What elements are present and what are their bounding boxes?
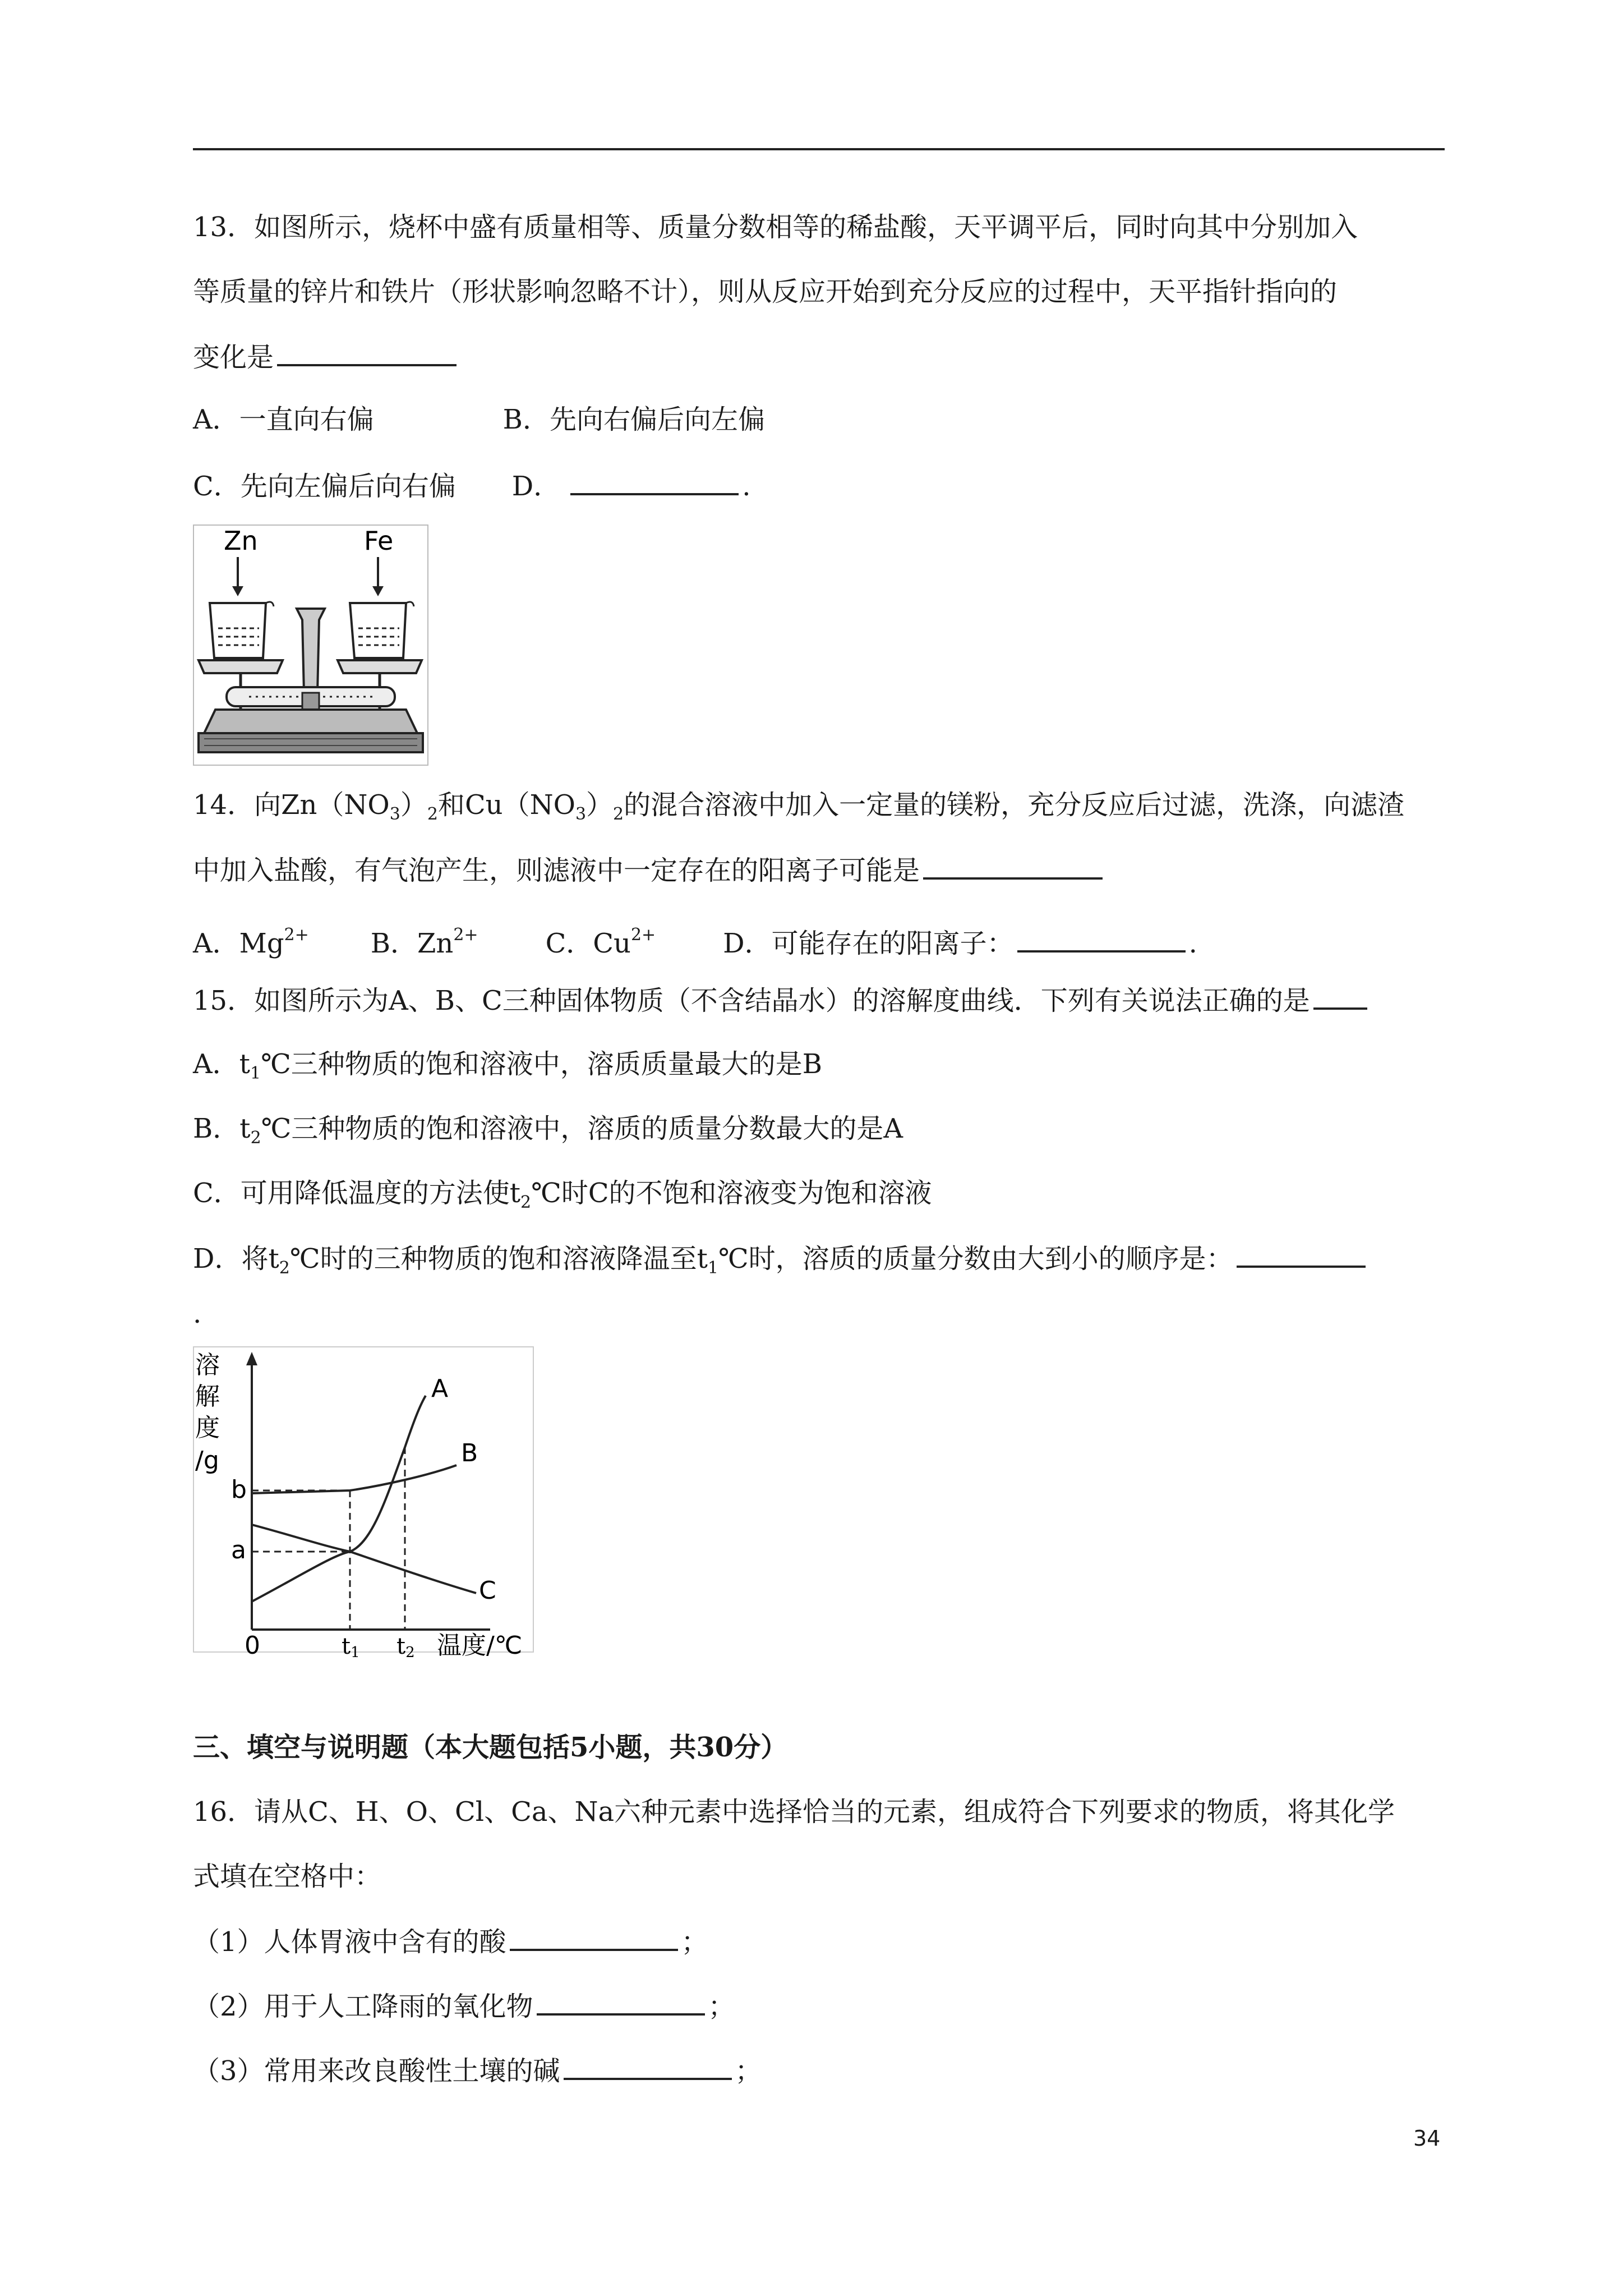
q13-options-ab xyxy=(193,403,765,436)
q13-option-d: D． xyxy=(511,471,561,502)
q14-options: A．$Mg^{2+}$ B．$Zn^{2+}$ C．$Cu^{2+}$ D．可能存在的阳离子： . xyxy=(193,925,1197,959)
header-rule xyxy=(193,148,1445,150)
q13-line3 xyxy=(193,339,460,374)
q13-option-c: C．先向左偏后向右偏 xyxy=(193,471,456,502)
q13-line2: 等质量的锌片和铁片（形状影响忽略不计），则从反应开始到充分反应的过程中，天平指针指向的 xyxy=(193,276,1338,307)
q15-option-a: A．$t_1℃$三种物质的饱和溶液中，溶质质量最大的是B xyxy=(193,1048,823,1083)
q14-option-a: A．$Mg^{2+}$ xyxy=(193,925,309,959)
q16-item3-blank[interactable] xyxy=(564,2053,732,2080)
q13-option-b: B．先向右偏后向左偏 xyxy=(502,404,765,435)
page-number: 34 xyxy=(1413,2126,1441,2151)
q14-option-b: B．$Zn^{2+}$ xyxy=(370,925,478,959)
q16-line2: 式填在空格中： xyxy=(193,1861,382,1892)
q15-option-d: D．将$t_2℃$时的三种物质的饱和溶液降温至$t_1℃$时，溶质的质量分数由大到小的顺序是： xyxy=(193,1241,1369,1285)
q13-options-cd: C．先向左偏后向右偏 D． . xyxy=(193,468,751,503)
q15-line1: 15．如图所示为A、B、C三种固体物质（不含结晶水）的溶解度曲线．下列有关说法正确的是 xyxy=(193,983,1371,1018)
q16-item2-blank[interactable] xyxy=(537,1989,705,2016)
q13-answer-blank[interactable] xyxy=(277,339,457,366)
solubility-graph xyxy=(193,1346,541,1660)
curve-C-label: C xyxy=(479,1576,496,1605)
q15-option-d-dot: . xyxy=(193,1298,202,1329)
zinc-label: Zn xyxy=(224,526,258,556)
q13-option-d-blank[interactable] xyxy=(570,468,739,495)
tick-t2: t2 xyxy=(396,1634,415,1660)
section-3-title: 三、填空与说明题（本大题包括5小题，共30分） xyxy=(193,1732,788,1763)
q15-option-c: C．可用降低温度的方法使$t_2℃$时C的不饱和溶液变为饱和溶液 xyxy=(193,1177,932,1212)
q13-line1: 13．如图所示，烧杯中盛有质量相等、质量分数相等的稀盐酸，天平调平后，同时向其中分别加入 xyxy=(193,211,1358,243)
q14-line2: 中加入盐酸，有气泡产生，则滤液中一定存在的阳离子可能是 xyxy=(193,853,1106,887)
y-label-2: 解 xyxy=(195,1382,220,1411)
q14-answer-blank[interactable] xyxy=(923,853,1103,880)
q13-option-a: A．一直向右偏 xyxy=(193,404,374,435)
q14-option-d-blank[interactable] xyxy=(1017,926,1186,953)
q16-line1: 16．请从C、H、O、Cl、Ca、Na六种元素中选择恰当的元素，组成符合下列要求的物质，将其化学 xyxy=(193,1796,1395,1828)
iron-label: Fe xyxy=(364,526,394,556)
q14-line1: 14．向$Zn(NO_3)_2$和$Cu(NO_3)_2$的混合溶液中加入一定量的镁粉，充分反应后过滤，洗涤，向滤渣 xyxy=(193,789,1405,824)
q15-option-d-blank[interactable] xyxy=(1237,1241,1366,1268)
origin-label: 0 xyxy=(245,1631,260,1660)
y-label-4: /g xyxy=(195,1446,219,1475)
q13-line3-text: 变化是 xyxy=(193,342,274,373)
y-label-3: 度 xyxy=(195,1414,220,1442)
q16-item2: （2）用于人工降雨的氧化物 ； xyxy=(193,1989,735,2023)
curve-B xyxy=(252,1465,457,1493)
q16-item1: （1）人体胃液中含有的酸 ； xyxy=(193,1924,708,1959)
right-beaker xyxy=(350,602,414,658)
tick-t1: t1 xyxy=(342,1634,360,1660)
curve-A-label: A xyxy=(431,1374,449,1403)
left-beaker xyxy=(210,602,274,658)
q14-option-d: D．可能存在的阳离子： xyxy=(723,928,1014,959)
q16-item3: （3）常用来改良酸性土壤的碱 ； xyxy=(193,2053,762,2088)
q16-item1-blank[interactable] xyxy=(510,1924,678,1951)
curve-B-label: B xyxy=(461,1439,478,1467)
q15-answer-blank[interactable] xyxy=(1313,983,1367,1010)
q14-option-c: C．$Cu^{2+}$ xyxy=(545,925,656,959)
x-axis-label: 温度/℃ xyxy=(437,1631,523,1660)
curve-A xyxy=(252,1396,426,1602)
balance-figure xyxy=(193,524,428,766)
q15-option-b: B．$t_2℃$三种物质的饱和溶液中，溶质的质量分数最大的是A xyxy=(193,1113,903,1148)
y-label-1: 溶 xyxy=(195,1351,220,1379)
tick-a: a xyxy=(231,1536,246,1565)
tick-b: b xyxy=(231,1475,247,1504)
